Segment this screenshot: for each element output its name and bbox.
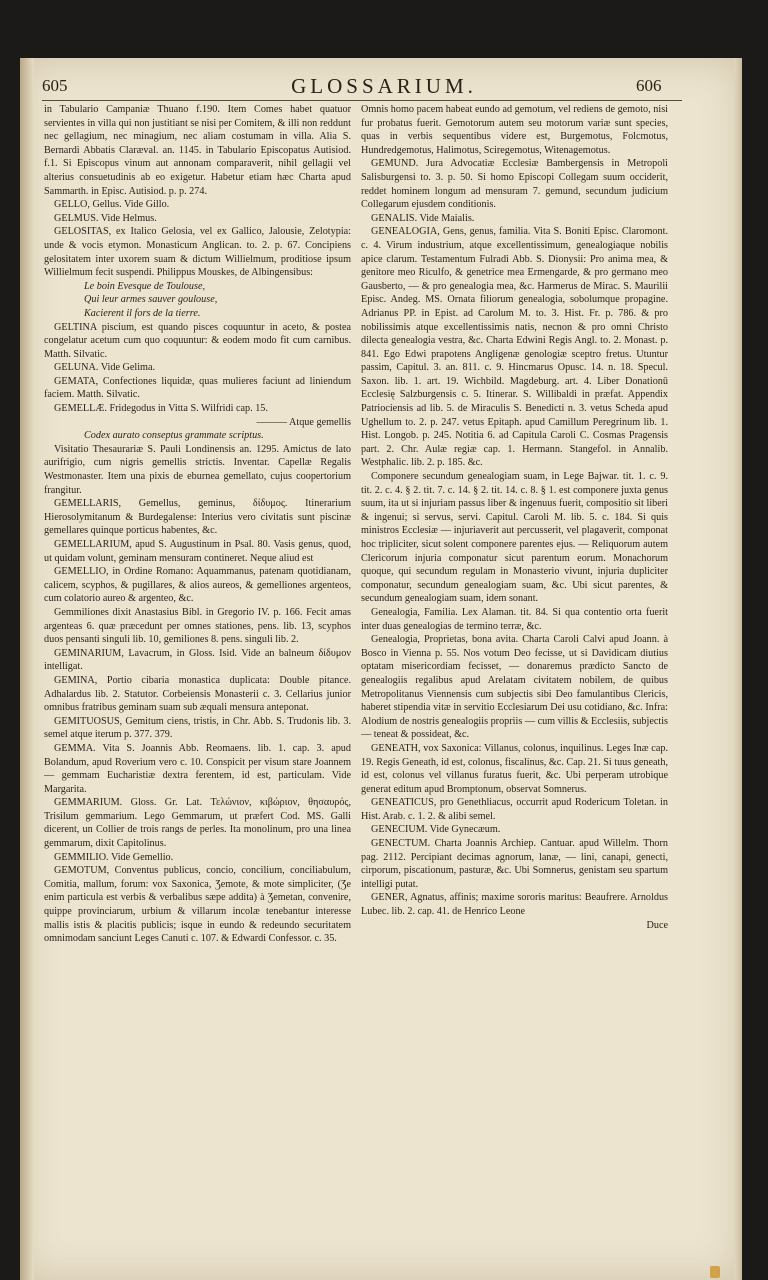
entry-paragraph: GELOSITAS, ex Italico Gelosia, vel ex Gallico, Jalousie, Zelotypia: unde & vocis etymon. Monasticum Anglican. to. 2. p. 67. Concipiens gelositatem inter uxorem suam & dictum Willielmum, proditiose ipsum Willielmum fecit suspendi. Philippus Mouskes, de Albingensibus: xyxy=(44,226,351,279)
entry-paragraph: Genealogia, Familia. Lex Alaman. tit. 84. Si qua contentio orta fuerit inter duas genealogias de termino terræ, &c. xyxy=(361,606,668,632)
entry-paragraph: GELLO, Gellus. Vide Gillo. xyxy=(54,199,170,211)
entry-paragraph: GEMMILIO. Vide Gemellio. xyxy=(54,851,174,863)
entry-paragraph: GENEALOGIA, Gens, genus, familia. Vita S. Boniti Episc. Claromont. c. 4. Virum industrium, atque excellentissimum, genealogiaque nobilis apice clarum. Testamentum Fulradi Abb. S. Dionysii: Pro anima mea, & genitore meo Riculfo, & genetrice mea Ermengarde, & pro germano meo Gausberto, — & pro genealogia mea, &c. Harmerus de Mirac. S. Maurilii Episc. Andeg. MS. Ornata filiorum genealogia, sobolumque propagine. Adrianus PP. in Epist. ad Carolum M. to. 3. Hist. Fr. p. 786. & pro nobilissimis atque excellentissimis natis, necnon & pro omni Christo dilecta genealogia vestra, &c. Charta Edwini Regis Angl. to. 2. Monast. p. 841. Ego Edwi prapotens Anglig​enæ genologiæ sceptro fretus. Utuntur passim, Capitul. 3. an. 811. c. 9. Hincmarus Opusc. 14. n. 18. Specul. Saxon. lib. 1. art. 19. Wichbild. Magdeburg. art. 4. Liber Donationū Ecclesię Salzburgensis c. 5. Itinerar. S. Willibaldi in præfat. Appendix Patriociensis ad lib. 5. de Miraculis S. Benedicti n. 3. vetus Scheda apud Ughellum to. 2. p. 247. vetus Epitaph. apud Camillum Peregrinum lib. 1. Hist. Longob. p. 245. Notitia 6. ad Capitula Caroli C. Cosmas Pragensis part. 2. Chr. Aulæ regiæ cap. 1. Hermann. Stangefol. in Annalib. Westphalic. lib. 2. p. 185. &c. xyxy=(361,226,668,469)
page-edge xyxy=(734,58,742,1280)
verse-line: Codex aurato conseptus grammate scriptus. xyxy=(84,430,264,442)
entry-paragraph: GEMELLÆ. Fridegodus in Vitta S. Wilfridi cap. 15. xyxy=(54,403,268,415)
running-title: GLOSSARIUM. xyxy=(291,74,477,98)
entry-paragraph: in Tabulario Campaniæ Thuano f.190. Item Comes habet quatuor servientes in villa qui non justitiant se nisi per Comitem, & illi non reddunt nec gellagium, nec minagium, nec aliam costumam in villa. Alia S. Bernardi Abbatis Claræval. an. 1145. in Tabulario Episcopatus Autisiod. f.1. Si Episcopus vinum aut annonam comparaverit, nihil gellagii vel alterius consuetudinis ab eo exigetur. Habetur etiam hæc Charta apud Sammarth. in Episc. Autisiod. p. p. 274. xyxy=(44,104,351,197)
entry-paragraph: Omnis homo pacem habeat eundo ad gemotum, vel rediens de gemoto, nisi fur probatus fuerit. Gemotorum autem seu motorum variæ sunt species, quas in verbis sequentibus videre est, Burgemotus, Folcmotus, Hundredgemotus, Halimotus, Sciregemotus, Witenagemotus. xyxy=(361,104,668,156)
page-gutter xyxy=(20,58,34,1280)
page-header xyxy=(0,76,768,98)
entry-paragraph: Genealogia, Proprietas, bona avita. Charta Caroli Calvi apud Joann. à Bosco in Vienna p. 55. Nos votum Deo fecisse, ut si Davidicam diutius optatam misericordiam fecisset, — donaremus prædicto Sancto de genealogiis regalibus apud Arelatam civitatem nobilem, de quibus Metropolitanus Viennensis cum subjectis sibi Deo famulantibus Clericis, haberet stipendia vitæ in servitio Ecclesiarum Dei usu cotidiano, &c. Infra: Alodium de nostris genealogiis propriis — cum villis & Ecclesiis, subjectis — teneat & possideat, &c. xyxy=(361,634,668,741)
entry-paragraph: Gemmiliones dixit Anastasius Bibl. in Gregorio IV. p. 166. Fecit amas argenteas 6. quæ præcedunt per omnes stationes, pens. lib. 13, scyphos duos pensanti singuli lib. 10, gemiliones 8. pens. singuli lib. 2. xyxy=(44,606,351,646)
entry-paragraph: GEMUND. Jura Advocatiæ Ecclesiæ Bambergensis in Metropoli Salisburgensi to. 3. p. 50. Si homo Episcopi Collegam suum occiderit, reddet hominem longum ad mensuram 7. gemund, secundum judicium Collegarum ejusdem conditionis. xyxy=(361,158,668,211)
catchword: Duce xyxy=(646,919,668,931)
entry-paragraph: GEMINARIUM, Lavacrum, in Gloss. Isid. Vide an balneum δίδυμον intelligat. xyxy=(44,647,351,673)
library-tab xyxy=(710,1266,720,1278)
entry-paragraph: GEMELLIO, in Ordine Romano: Aquammanus, patenam quotidianam, calicem, scyphos, & pugillares, & alios aureos, & gemelliones argenteos, cum colatorio aureo & argenteo, &c. xyxy=(44,566,351,605)
entry-paragraph: GEMELLARIS, Gemellus, geminus, δίδυμος. Itinerarium Hierosolymitanum & Burdegalense: Interius vero civitatis sunt piscinæ gemellares quinque porticus habentes, &c. xyxy=(44,498,351,537)
right-column xyxy=(361,103,668,1221)
entry-paragraph: GEMITUOSUS, Gemitum ciens, tristis, in Chr. Abb. S. Trudonis lib. 3. semel atque iterum p. 377. 379. xyxy=(44,715,351,741)
verse-line: Le boin Evesque de Toulouse, xyxy=(84,280,206,292)
entry-paragraph: GELUNA. Vide Gelima. xyxy=(54,362,156,374)
page-number-right: 606 xyxy=(636,76,662,95)
entry-paragraph: GENECIUM. Vide Gynecæum. xyxy=(371,824,501,836)
entry-paragraph: GENECTUM. Charta Joannis Archiep. Cantuar. apud Willelm. Thorn pag. 2112. Percipiant decimas agnorum, lanæ, — lini, canapi, genecti, cirporum, piscationum, pasturæ, &c. Ubi Somnerus, genistam seu spartum intelligi putat. xyxy=(361,838,668,890)
entry-paragraph: GEMATA, Confectiones liquidæ, quas mulieres faciunt ad liniendum faciem. Matth. Silvatic. xyxy=(44,375,351,401)
entry-paragraph: GEMINA, Portio cibaria monastica duplicata: Double pitance. Adhalardus lib. 2. Statutor. Corbeiensis Monasterii c. 3. Cellarius junior omnibus fratribus geminam suam sub æquali mensura anteponat. xyxy=(44,674,351,714)
entry-paragraph: GENEATICUS, pro Genethliacus, occurrit apud Rodericum Toletan. in Hist. Arab. c. 1. 2. & alibi semel. xyxy=(361,797,668,822)
entry-paragraph: Componere secundum genealogiam suam, in Lege Bajwar. tit. 1. c. 9. tit. 2. c. 4. § 2. tit. 7. c. 14. § 2. tit. 14. c. 8. § 1. est componere juxta genus suum, ita ut si injuriam passus liber & ingenuus fuerit, compositio sit liberi & ingenui; si servus, servi. Capitul. Caroli M. lib. 5. c. 184. Si quis ministros Ecclesiæ — injuriaverit aut percusserit, vel plagaverit, componat hoc tripliciter, sicut solent componere parentes ejus. — Reliquorum autem Clericorum injuria componatur sicut parentum eorum. Monachorum quoque, qui secundum regulam in Monasterio vivunt, injuria dupliciter componatur, secundum genealogiam suam, &c. Ubi sicut parentes, & secundum genealogiam suam, idem sonant. xyxy=(361,471,668,605)
entry-paragraph: GENEATH, vox Saxonica: Villanus, colonus, inquilinus. Leges Inæ cap. 19. Regis Geneath, id est, colonus, fiscalinus, &c. Cap. 21. Si tuus geneath, id est, colonus vel villanus furatus fuerit, &c. Ubi perperam utrobique generat editum apud Bromptonum, observat Somnerus. xyxy=(361,742,668,795)
header-rule xyxy=(42,100,682,101)
entry-paragraph: GELMUS. Vide Helmus. xyxy=(54,212,157,224)
entry-paragraph: GEMELLARIUM, apud S. Augustinum in Psal. 80. Vasis genus, quod, ut quidam volunt, geminam mensuram contineret. Neque aliud est xyxy=(44,539,351,564)
entry-paragraph: GEMOTUM, Conventus publicus, concio, concilium, conciliabulum, Comitia, mallum, forum: vox Saxonica, Ʒemote, & mote simpliciter, (Ʒe enim particula est verbis & verbalibus sæpe addita) à Ʒemetan, convenire, quippe provinciarum, urbium & villarum incolæ tenebantur interesse mallis istis & placitis publicis; isque in eundo & redeundo securitatem omnimodam sanciunt Leges Canuti c. 107. & Edwardi Confessor. c. 35. xyxy=(44,865,351,945)
verse-line: Qui leur armes sauver goulouse, xyxy=(84,294,218,306)
left-column xyxy=(44,103,351,1221)
entry-paragraph: Visitatio Thesaurariæ S. Pauli Londinensis an. 1295. Amictus de lato aurifrigio, cum nigris gemellis strictis. Inventar. Capellæ Regalis Westmonaster. Item una pixis de eburnea gemellato, cujus coopertorium frangitur. xyxy=(44,443,351,496)
entry-paragraph: GEMMA. Vita S. Joannis Abb. Reomaens. lib. 1. cap. 3. apud Bolandum, apud Roverium vero c. 10. Conspicit per visum stare Joannem — gemmam Eucharistiæ dextra ferentem, id est, particulam. Vide Margarita. xyxy=(44,742,351,795)
entry-paragraph: GENER, Agnatus, affinis; maxime sororis maritus: Beaufrere. Arnoldus Lubec. lib. 2. cap. 41. de Henrico Leone xyxy=(361,892,668,918)
entry-paragraph: GEMMARIUM. Gloss. Gr. Lat. Τελώνιον, κιβώριον, θησαυρός, Trisilum gemmarium. Lego Gemmarum, ut præfert Cod. MS. Galli dicerent, un Collier de trois rangs de perles. Ita monolinum, pro una linea gemmarum, dixit Capitolinus. xyxy=(44,797,351,850)
entry-paragraph: GELTINA piscium, est quando pisces coquuntur in aceto, & postea congelatur acetum cum quo coquuntur: & eodem modo fit cum carnibus. Matth. Silvatic. xyxy=(44,321,351,360)
verse-line: ——— Atque gemellis xyxy=(256,416,351,428)
entry-paragraph: GENALIS. Vide Maialis. xyxy=(371,212,475,224)
verse-line: Kacierent il fors de la tierre. xyxy=(84,307,201,319)
page-number-left: 605 xyxy=(42,76,68,95)
